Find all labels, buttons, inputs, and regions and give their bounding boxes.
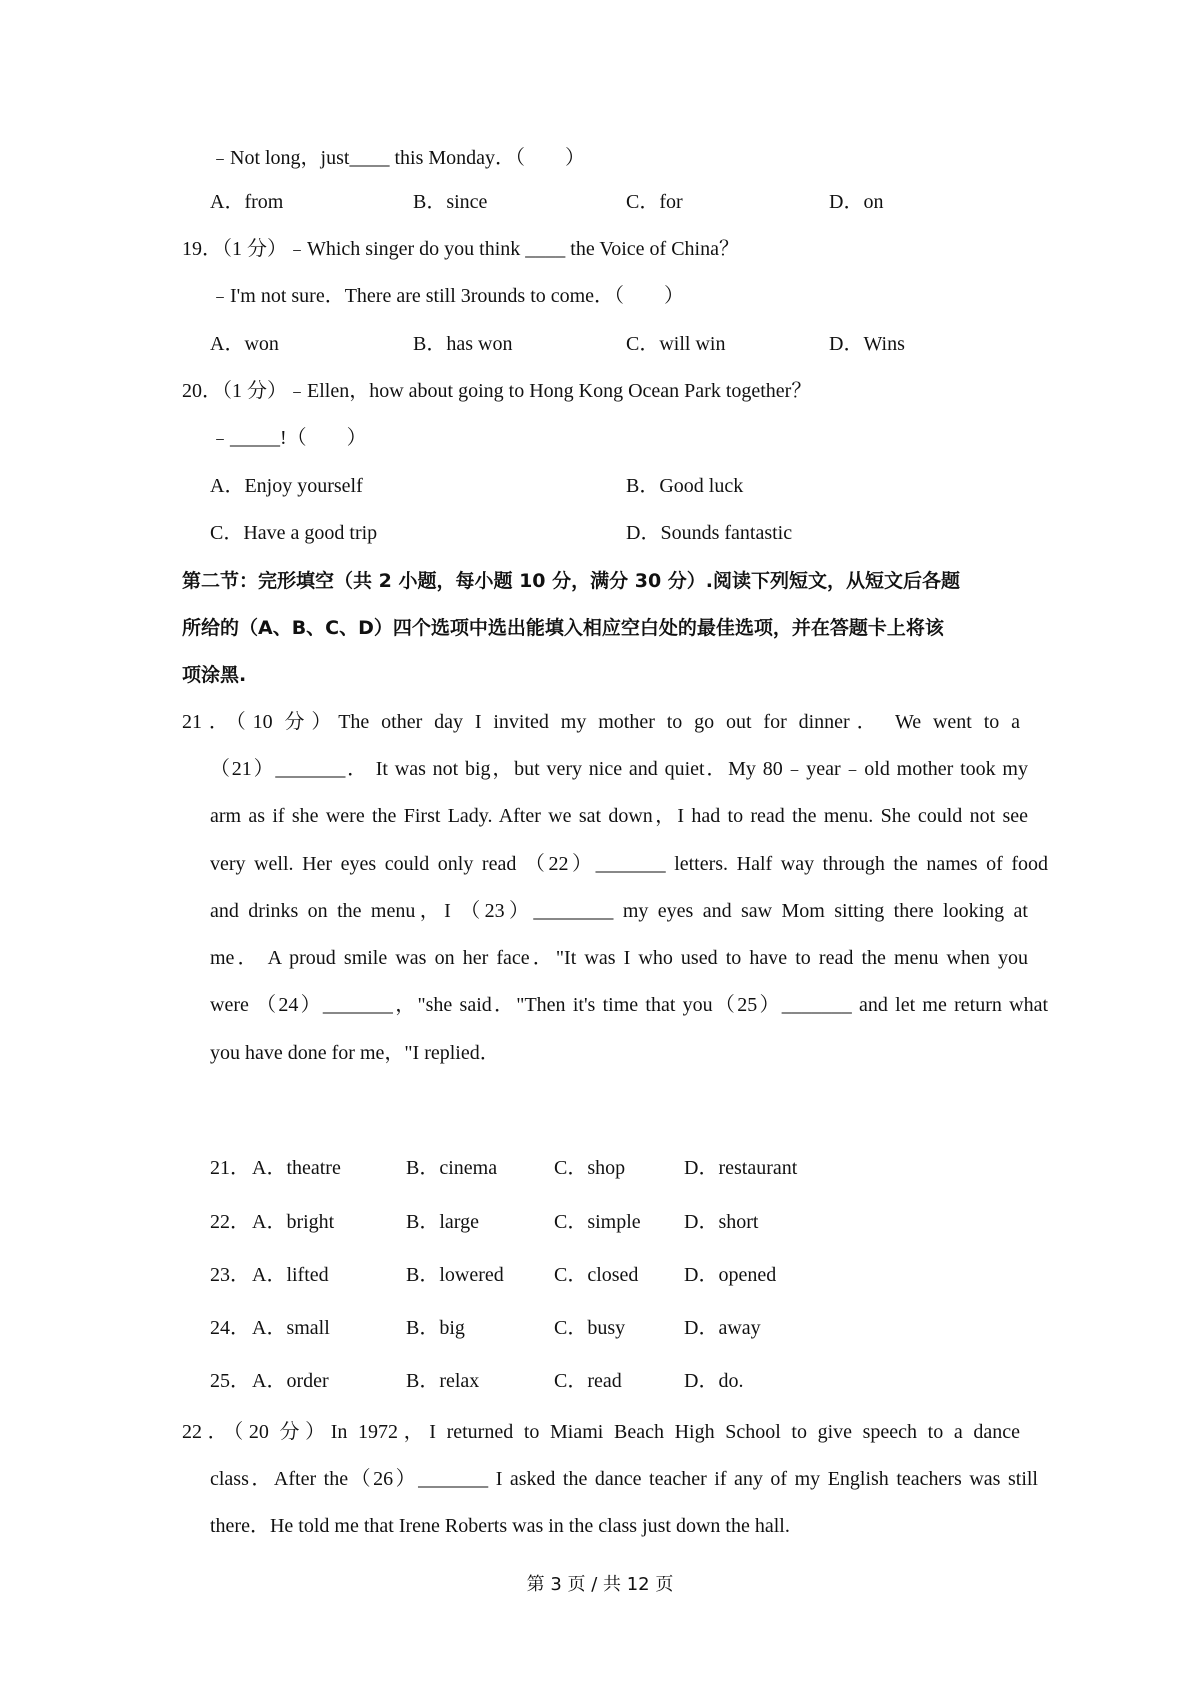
q21-choice-option-c[interactable]: C．read [554,1370,622,1392]
q20-option-c[interactable]: C．Have a good trip [210,522,378,544]
q21-choice-option-d[interactable]: D．do. [684,1370,744,1392]
q20-dialog-answer: ﹣_____!（ ） [210,427,367,449]
q18-dialog-answer: ﹣Not long，just____ this Monday．（ ） [210,147,586,169]
q20-stem: 20．（1 分）﹣Ellen，how about going to Hong Kong Ocean Park together？ [182,380,812,402]
q21-passage-line-5: and drinks on the menu，I （23）________ my eyes and saw Mom sitting there looking at [210,900,1028,922]
q18-option-a[interactable]: A．from [210,191,284,213]
q21-choice-number: 24． [210,1317,250,1339]
q20-option-a[interactable]: A．Enjoy yourself [210,475,363,497]
q20-option-d[interactable]: D．Sounds fantastic [626,522,793,544]
q21-passage-line-7: were （24）_______，"she said．"Then it's time that you（25）_______ and let me return what [210,994,1048,1016]
q19-option-a[interactable]: A．won [210,333,279,355]
q21-choice-option-b[interactable]: B．cinema [406,1157,498,1179]
q21-passage-line-3: arm as if she were the First Lady. After we sat down，I had to read the menu. She could not see [210,805,1028,827]
q21-choice-number: 23． [210,1264,250,1286]
q21-choice-option-c[interactable]: C．closed [554,1264,639,1286]
q21-choice-option-b[interactable]: B．large [406,1211,479,1233]
page-footer: 第 3 页 / 共 12 页 [526,1574,674,1595]
section2-heading-line-2: 所给的（A、B、C、D）四个选项中选出能填入相应空白处的最佳选项，并在答题卡上将该 [182,617,944,639]
q21-choice-option-c[interactable]: C．simple [554,1211,641,1233]
q21-passage-line-2: （21）_______． It was not big，but very nice and quiet．My 80﹣year﹣old mother took my [210,758,1028,780]
q21-choice-number: 22． [210,1211,250,1233]
q21-choice-option-d[interactable]: D．short [684,1211,759,1233]
q21-passage-line-1: 21．（10 分）The other day I invited my mother to go out for dinner． We went to a [182,711,1020,733]
q19-option-c[interactable]: C．will win [626,333,726,355]
q19-dialog-answer: ﹣I'm not sure．There are still 3rounds to come．（ ） [210,285,685,307]
q21-passage-line-6: me． A proud smile was on her face．"It was I who used to have to read the menu when you [210,947,1028,969]
q18-option-d[interactable]: D．on [829,191,884,213]
q21-choice-option-c[interactable]: C．busy [554,1317,626,1339]
section2-heading-line-1: 第二节：完形填空（共 2 小题，每小题 10 分，满分 30 分）.阅读下列短文，从短文后各题 [182,570,961,592]
q21-choice-number: 21． [210,1157,250,1179]
q21-choice-option-d[interactable]: D．away [684,1317,761,1339]
q22-passage-line-1: 22．（20 分）In 1972，I returned to Miami Beach High School to give speech to a dance [182,1421,1020,1443]
q21-choice-option-b[interactable]: B．relax [406,1370,480,1392]
q21-choice-option-c[interactable]: C．shop [554,1157,626,1179]
q19-option-d[interactable]: D．Wins [829,333,905,355]
q21-choice-option-b[interactable]: B．big [406,1317,465,1339]
q19-option-b[interactable]: B．has won [413,333,513,355]
q21-choice-option-a[interactable]: A．lifted [252,1264,329,1286]
q21-passage-line-4: very well. Her eyes could only read （22）_______ letters. Half way through the names of food [210,853,1048,875]
q21-passage-line-8: you have done for me，"I replied． [210,1042,500,1064]
q22-passage-line-3: there．He told me that Irene Roberts was in the class just down the hall. [210,1515,790,1537]
q21-choice-option-d[interactable]: D．restaurant [684,1157,798,1179]
q21-choice-option-a[interactable]: A．theatre [252,1157,341,1179]
q21-choice-option-d[interactable]: D．opened [684,1264,777,1286]
q20-option-b[interactable]: B．Good luck [626,475,744,497]
section2-heading-line-3: 项涂黑. [182,664,247,686]
q21-choice-option-a[interactable]: A．bright [252,1211,335,1233]
q21-choice-option-b[interactable]: B．lowered [406,1264,504,1286]
q18-option-b[interactable]: B．since [413,191,488,213]
q21-choice-option-a[interactable]: A．small [252,1317,330,1339]
q19-stem: 19．（1 分）﹣Which singer do you think ____ the Voice of China？ [182,238,739,260]
q22-passage-line-2: class．After the（26）_______ I asked the dance teacher if any of my English teachers was still [210,1468,1038,1490]
q18-option-c[interactable]: C．for [626,191,683,213]
q21-choice-option-a[interactable]: A．order [252,1370,329,1392]
q21-choice-number: 25． [210,1370,250,1392]
